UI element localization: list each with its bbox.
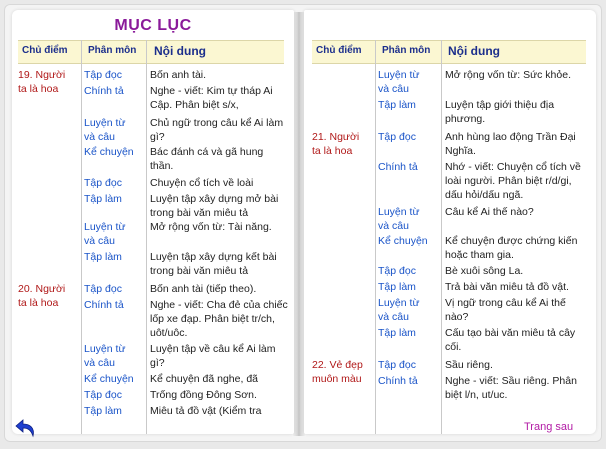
topic-cell: 22. Vẻ đẹp muôn màu [312,359,363,385]
content-cell: Bác đánh cá và gã hung thần. [150,146,264,172]
subject-cell[interactable]: Tập làm [378,327,416,339]
subject-cell[interactable]: Chính tả [378,161,418,173]
content-cell: Nghe - viết: Cha đẻ của chiếc lốp xe đạp. Phân biệt tr/ch, uôt/uôc. [150,299,288,339]
subject-cell[interactable]: Chính tả [84,299,124,311]
subject-cell[interactable]: Tập đọc [84,69,122,81]
content-cell: Miêu tả đồ vật (Kiểm tra [150,405,262,417]
header-topic: Chủ điểm [316,45,362,56]
subject-cell[interactable]: Tập đọc [378,131,416,143]
subject-cell[interactable]: Tập làm [378,281,416,293]
content-cell: Câu kể Ai thế nào? [445,206,534,218]
content-cell: Anh hùng lao động Trần Đại Nghĩa. [445,131,576,157]
subject-cell[interactable]: Chính tả [84,85,124,97]
topic-cell: 21. Người ta là hoa [312,131,360,157]
subject-cell[interactable]: Luyện từ và câu [84,117,126,143]
subject-cell[interactable]: Tập đọc [84,389,122,401]
next-page-button[interactable]: Trang sau [524,421,574,433]
header-content: Nội dung [448,44,500,58]
subject-cell[interactable]: Luyện từ và câu [378,297,420,323]
subject-cell[interactable]: Tập làm [84,193,122,205]
content-cell: Kể chuyện được chứng kiến hoặc tham gia. [445,235,578,261]
table-header [312,40,586,64]
content-cell: Bốn anh tài (tiếp theo). [150,283,257,295]
content-cell: Cấu tạo bài văn miêu tả cây cối. [445,327,576,353]
content-cell: Trả bài văn miêu tả đồ vật. [445,281,569,293]
left-page [12,10,294,434]
content-cell: Sầu riêng. [445,359,493,371]
subject-cell[interactable]: Tập đọc [378,359,416,371]
content-cell: Luyện tập xây dựng kết bài trong bài văn miêu tả [150,251,277,277]
content-cell: Luyện tập về câu kể Ai làm gì? [150,343,276,369]
back-arrow-icon[interactable] [14,416,38,440]
subject-cell[interactable]: Tập làm [84,405,122,417]
subject-cell[interactable]: Chính tả [378,375,418,387]
subject-cell[interactable]: Luyện từ và câu [378,69,420,95]
header-content: Nội dung [154,44,206,58]
subject-cell[interactable]: Tập làm [378,99,416,111]
content-cell: Bè xuôi sông La. [445,265,524,277]
subject-cell[interactable]: Tập đọc [84,177,122,189]
content-cell: Nghe - viết: Kim tự tháp Ai Cập. Phân biệt s/x, [150,85,273,111]
content-cell: Chuyện cổ tích về loài [150,177,254,189]
content-cell: Luyện tập xây dựng mở bài trong bài văn miêu tả [150,193,279,219]
page-title: MỤC LỤC [114,17,192,34]
column-divider [81,40,82,434]
content-cell: Nhớ - viết: Chuyện cổ tích về loài người. Phân biệt r/d/gi, dấu hỏi/dấu ngã. [445,161,581,201]
content-cell: Bốn anh tài. [150,69,207,81]
subject-cell[interactable]: Kể chuyện [378,235,428,247]
subject-cell[interactable]: Luyện từ và câu [84,343,126,369]
content-cell: Trống đồng Đông Sơn. [150,389,257,401]
subject-cell[interactable]: Tập làm [84,251,122,263]
subject-cell[interactable]: Kể chuyện [84,146,134,158]
header-topic: Chủ điểm [22,45,68,56]
subject-cell[interactable]: Kể chuyện [84,373,134,385]
right-page [304,10,596,434]
subject-cell[interactable]: Luyện từ và câu [84,221,126,247]
header-subject: Phân môn [88,45,137,56]
topic-cell: 20. Người ta là hoa [18,283,66,309]
content-cell: Kể chuyện đã nghe, đã [150,373,259,385]
book [4,4,602,442]
header-subject: Phân môn [382,45,431,56]
content-cell: Mở rộng vốn từ: Sức khỏe. [445,69,571,81]
content-cell: Nghe - viết: Sầu riêng. Phân biệt l/n, ut/uc. [445,375,577,401]
table-header [18,40,284,64]
subject-cell[interactable]: Tập đọc [378,265,416,277]
content-cell: Mở rộng vốn từ: Tài năng. [150,221,272,233]
subject-cell[interactable]: Luyện từ và câu [378,206,420,232]
subject-cell[interactable]: Tập đọc [84,283,122,295]
content-cell: Luyện tập giới thiệu địa phương. [445,99,555,125]
topic-cell: 19. Người ta là hoa [18,69,66,95]
content-cell: Vị ngữ trong câu kể Ai thế nào? [445,297,566,323]
content-cell: Chủ ngữ trong câu kể Ai làm gì? [150,117,284,143]
